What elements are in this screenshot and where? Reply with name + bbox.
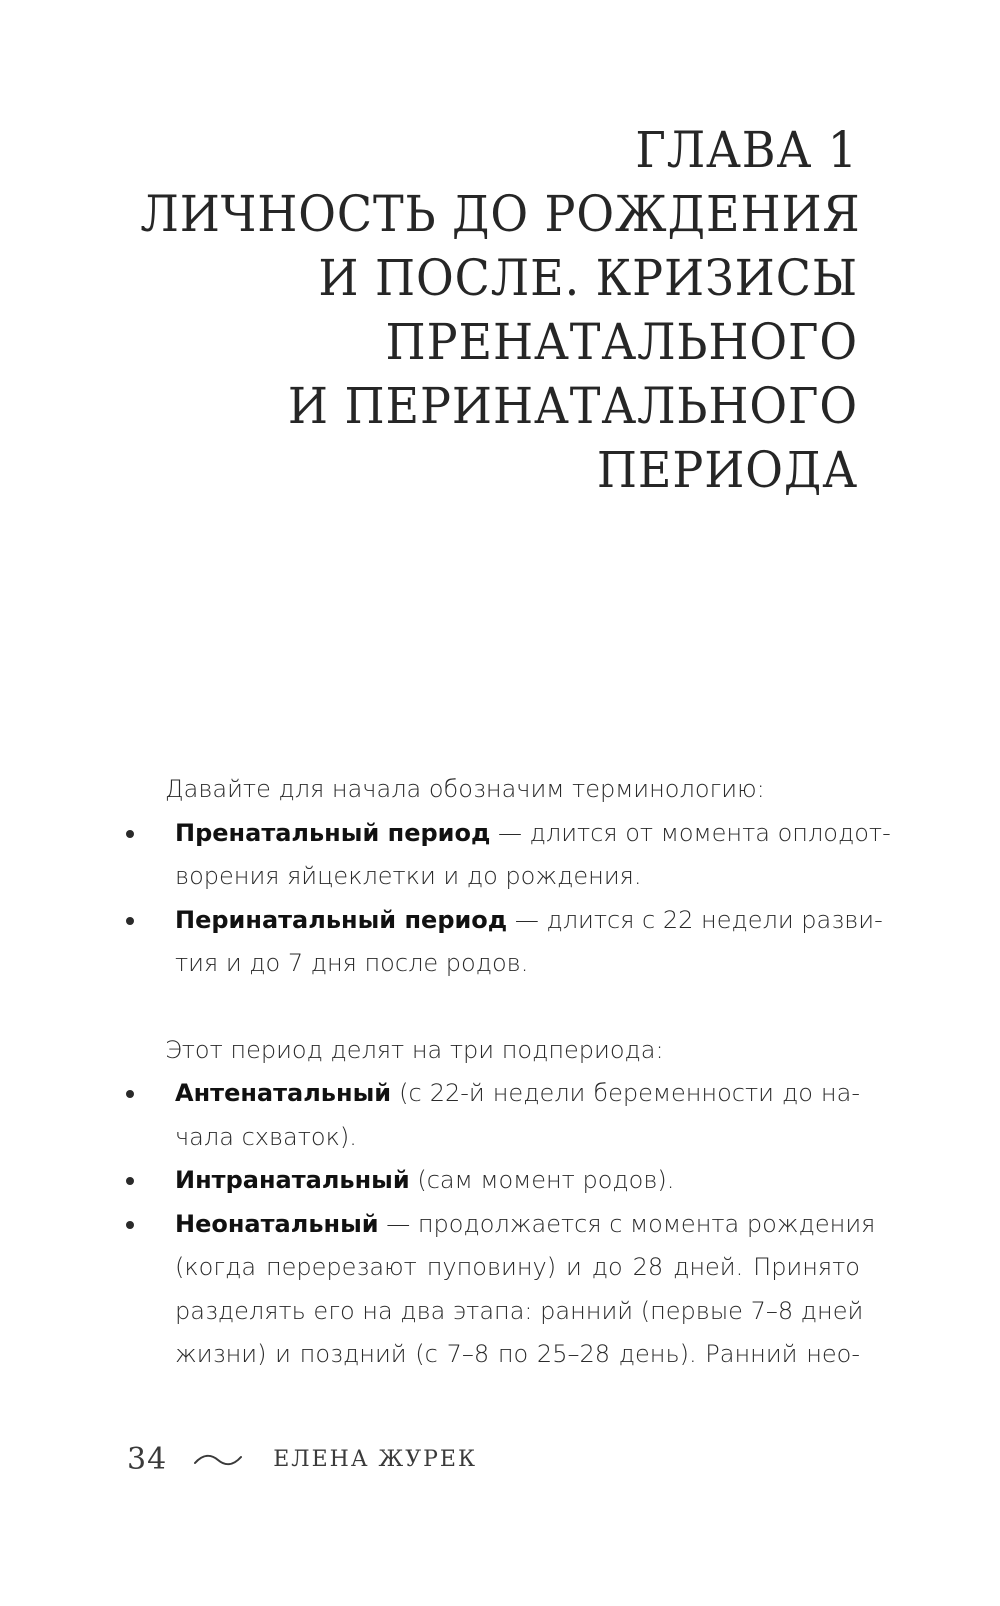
definition-text: — длится с 22 недели разви-	[507, 905, 883, 934]
definition-text: — длится от момента оплодот-	[490, 818, 891, 847]
list-item-line: жизни) и поздний (с 7–8 по 25–28 день). Ранний нео-	[175, 1340, 860, 1368]
chapter-title-line: И ПЕРИНАТАЛЬНОГО	[287, 377, 858, 435]
list-item-line: тия и до 7 дня после родов.	[175, 949, 529, 977]
bullet-icon	[126, 1090, 134, 1098]
chapter-number: ГЛАВА 1	[635, 121, 858, 179]
term: Антенатальный	[175, 1079, 392, 1107]
term: Неонатальный	[175, 1209, 379, 1238]
list-item-line: (когда перерезают пуповину) и до 28 дней. Принято	[175, 1253, 860, 1281]
list-item	[0, 812, 891, 899]
list-item-line	[175, 1203, 876, 1247]
chapter-title-line: ПЕРИОДА	[596, 441, 858, 499]
chapter-title-line: ЛИЧНОСТЬ ДО РОЖДЕНИЯ	[140, 185, 861, 243]
list-item-line	[175, 812, 891, 856]
bullet-icon	[126, 1177, 134, 1185]
definition-text: (сам момент родов).	[409, 1166, 675, 1194]
chapter-title-line: И ПОСЛЕ. КРИЗИСЫ	[318, 249, 858, 307]
body-text	[0, 768, 1000, 1377]
definition-text: — продолжается с момента рождения	[378, 1209, 876, 1238]
bullet-icon	[126, 1221, 134, 1229]
chapter-title-line: ПРЕНАТАЛЬНОГО	[385, 313, 858, 371]
swash-ornament-icon	[193, 1452, 243, 1468]
list-item	[0, 1072, 860, 1159]
subperiods-intro: Этот период делят на три подпериода:	[165, 1035, 664, 1064]
term: Перинатальный период	[175, 905, 508, 934]
page-footer	[127, 1442, 477, 1477]
list-item	[0, 899, 883, 986]
list-item-line: разделять его на два этапа: ранний (первые 7–8 дней	[175, 1296, 864, 1325]
subperiods-list	[0, 1072, 1000, 1377]
definitions-list	[0, 812, 1000, 986]
chapter-heading	[78, 118, 861, 502]
bullet-icon	[126, 917, 134, 925]
list-item	[0, 1203, 876, 1377]
term: Пренатальный период	[175, 818, 491, 847]
intro-paragraph: Давайте для начала обозначим терминологию:	[165, 775, 765, 803]
page-number: 34	[127, 1442, 168, 1477]
list-item-line	[175, 1159, 860, 1203]
list-item-line: чала схваток).	[175, 1122, 357, 1151]
term: Интранатальный	[175, 1166, 410, 1194]
list-item-line: ворения яйцеклетки и до рождения.	[175, 862, 642, 890]
list-item-line	[175, 899, 883, 943]
list-item-line	[175, 1072, 860, 1116]
paragraph-gap	[0, 986, 1000, 1029]
definition-text: (с 22-й недели беременности до на-	[391, 1079, 860, 1107]
bullet-icon	[126, 830, 134, 838]
list-item	[0, 1159, 860, 1203]
author-name: ЕЛЕНА ЖУРЕК	[273, 1447, 478, 1472]
